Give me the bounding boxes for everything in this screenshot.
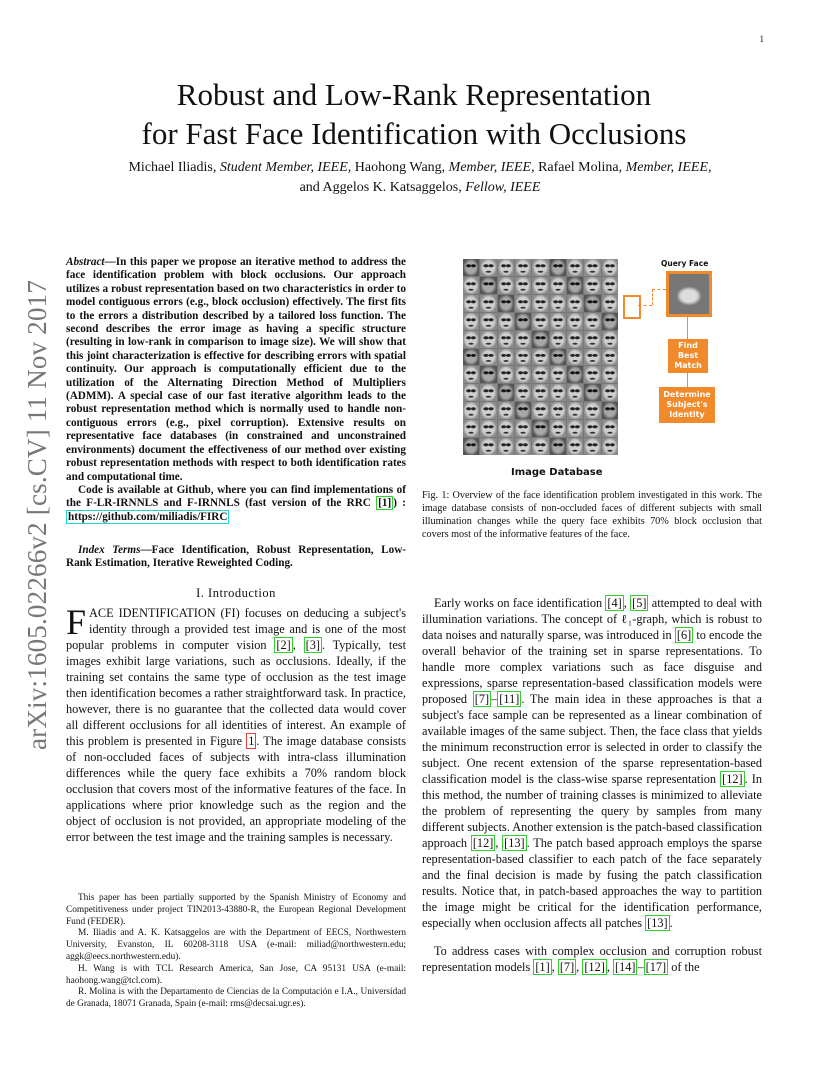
- database-face-thumbnail: [532, 277, 548, 294]
- author-4-role: Fellow, IEEE: [465, 180, 541, 195]
- database-face-thumbnail: [463, 295, 479, 312]
- database-face-thumbnail: [480, 384, 496, 401]
- arxiv-stamp: arXiv:1605.02266v2 [cs.CV] 11 Nov 2017: [22, 279, 52, 750]
- database-face-thumbnail: [550, 331, 566, 348]
- database-face-thumbnail: [463, 349, 479, 366]
- database-face-thumbnail: [515, 331, 531, 348]
- database-face-thumbnail: [567, 295, 583, 312]
- database-face-thumbnail: [480, 295, 496, 312]
- author-4: and Aggelos K. Katsaggelos,: [299, 180, 462, 195]
- query-face-label: Query Face: [661, 259, 709, 268]
- database-face-thumbnail: [498, 349, 514, 366]
- database-face-thumbnail: [498, 438, 514, 455]
- abstract: [66, 256, 406, 524]
- rb-text: ,: [606, 960, 613, 974]
- database-face-thumbnail: [498, 295, 514, 312]
- rb-text: ,: [495, 836, 503, 850]
- rb-text: –: [637, 960, 644, 974]
- database-face-thumbnail: [515, 349, 531, 366]
- cite-11[interactable]: [11]: [499, 692, 520, 706]
- database-face-thumbnail: [532, 259, 548, 276]
- database-face-thumbnail: [515, 366, 531, 383]
- database-face-thumbnail: [498, 366, 514, 383]
- database-face-thumbnail: [602, 295, 618, 312]
- rb-text: . The main idea in these approaches is that a subject's face sample can be represented as a linear combination of available images of the same subject. Then, the face class that yields the minimum reconstruction error is selected in order to classify the subject. One recent extension of the sparse representation-based classification model is the class-wise sparse representation: [422, 692, 762, 786]
- title-line-2: for Fast Face Identification with Occlusions: [141, 116, 687, 151]
- database-face-thumbnail: [463, 438, 479, 455]
- database-face-thumbnail: [463, 277, 479, 294]
- database-face-thumbnail: [567, 420, 583, 437]
- right-column-body: [422, 595, 762, 975]
- index-terms: [66, 544, 406, 571]
- database-face-thumbnail: [550, 384, 566, 401]
- database-face-thumbnail: [532, 295, 548, 312]
- author-3: Rafael Molina,: [538, 160, 623, 175]
- database-face-thumbnail: [480, 349, 496, 366]
- database-face-thumbnail: [602, 384, 618, 401]
- title-line-1: Robust and Low-Rank Representation: [176, 77, 652, 112]
- section-heading: I. Introduction: [196, 586, 276, 600]
- database-face-thumbnail: [498, 331, 514, 348]
- database-face-thumbnail: [498, 313, 514, 330]
- database-face-thumbnail: [532, 402, 548, 419]
- database-face-thumbnail: [515, 384, 531, 401]
- intro-text-b: ,: [292, 638, 304, 652]
- database-face-thumbnail: [463, 384, 479, 401]
- database-face-thumbnail: [602, 313, 618, 330]
- cite-13[interactable]: [13]: [504, 836, 525, 850]
- rb-text: To address cases with complex occlusion and corruption robust representation models: [422, 944, 762, 974]
- database-face-thumbnail: [498, 277, 514, 294]
- dashed-connector-up: [652, 289, 653, 305]
- database-face-thumbnail: [567, 313, 583, 330]
- database-face-thumbnail: [567, 402, 583, 419]
- database-face-thumbnail: [584, 277, 600, 294]
- database-face-thumbnail: [480, 277, 496, 294]
- database-face-thumbnail: [463, 366, 479, 383]
- figure-ref-link[interactable]: 1: [248, 734, 255, 748]
- footnote-funding: This paper has been partially supported by the Spanish Ministry of Economy and Competitiveness under project TIN2013-43880-R, the European Regional Development Fund (FEDER).: [66, 893, 406, 927]
- database-face-thumbnail: [532, 420, 548, 437]
- rb-text: ,: [623, 596, 631, 610]
- database-face-thumbnail: [480, 420, 496, 437]
- image-database-label: Image Database: [511, 467, 603, 478]
- cite-12[interactable]: [12]: [472, 836, 494, 850]
- database-face-thumbnail: [463, 259, 479, 276]
- author-1-role: Student Member, IEEE,: [219, 160, 352, 175]
- author-2-role: Member, IEEE,: [448, 160, 535, 175]
- index-terms-text: —Face Identification, Robust Representation, Low-Rank Estimation, Iterative Reweighted Coding.: [66, 544, 406, 570]
- github-link[interactable]: https://github.com/miliadis/FIRC: [68, 510, 228, 523]
- database-face-thumbnail: [567, 331, 583, 348]
- database-face-thumbnail: [602, 366, 618, 383]
- image-database-grid: [463, 259, 618, 455]
- cite-17[interactable]: [17]: [645, 960, 667, 974]
- database-face-thumbnail: [584, 402, 600, 419]
- cite-3[interactable]: [3]: [305, 638, 320, 652]
- database-face-thumbnail: [515, 402, 531, 419]
- database-face-thumbnail: [532, 349, 548, 366]
- database-face-thumbnail: [602, 420, 618, 437]
- database-face-thumbnail: [532, 438, 548, 455]
- database-face-thumbnail: [602, 438, 618, 455]
- footnote-molina: R. Molina is with the Departamento de Ciencias de la Computación e I.A., Universidad de Granada, 18071 Granada, Spain (e-mail: rms@decsai.ugr.es).: [66, 987, 406, 1010]
- database-face-thumbnail: [584, 313, 600, 330]
- intro-text-a: ACE IDENTIFICATION (FI) focuses on deducing a subject's identity through a provided test image and is one of the most popular problems in computer vision: [66, 606, 406, 652]
- intro-text-c: . Typically, test images exhibit large variations, such as occlusions. Ideally, if the training set contains the same type of occlusion as the test image then identification becomes a rather straightforward task. In practice, however, there is no guarantee that the collected data would cover all different occlusions for all identities of interest. An example of this problem is presented in Figure: [66, 638, 406, 748]
- database-face-thumbnail: [567, 259, 583, 276]
- database-face-thumbnail: [515, 313, 531, 330]
- database-face-thumbnail: [602, 349, 618, 366]
- intro-paragraph: [66, 602, 406, 845]
- database-face-thumbnail: [550, 438, 566, 455]
- database-face-thumbnail: [550, 366, 566, 383]
- database-face-thumbnail: [602, 259, 618, 276]
- right-paragraph-2: [422, 943, 762, 975]
- database-face-thumbnail: [498, 402, 514, 419]
- cite-12[interactable]: [12]: [584, 960, 605, 974]
- footnotes: [66, 893, 406, 1011]
- database-face-thumbnail: [584, 420, 600, 437]
- database-face-thumbnail: [567, 438, 583, 455]
- database-face-thumbnail: [584, 384, 600, 401]
- database-face-thumbnail: [498, 259, 514, 276]
- rb-text: . The patch based approach employs the sparse representation-based classifier to each patch of the face separately and the final decision is made by fusing the patch classification results. Notice that, in patch-based approaches the way to partition the image might be critical for the identification performance, especially when occlusion affects all patches: [422, 836, 762, 930]
- database-face-thumbnail: [584, 331, 600, 348]
- rb-text: to encode the overall behavior of the training set in sparse representations. To handle more complex variations such as face disguise and expressions, sparse representation-based classification models were proposed: [422, 628, 762, 706]
- rb-text: attempted to deal with illumination variations. The concept of ℓ₁-graph, which is robust to data noises and naturally sparse, was introduced in: [422, 596, 762, 642]
- cite-1[interactable]: [1]: [378, 497, 392, 510]
- arrow-to-find: [687, 317, 688, 339]
- cite-2[interactable]: [2]: [276, 638, 291, 652]
- database-face-thumbnail: [532, 331, 548, 348]
- database-face-thumbnail: [567, 349, 583, 366]
- database-face-thumbnail: [480, 438, 496, 455]
- author-3-role: Member, IEEE,: [625, 160, 712, 175]
- intro-text-d: . The image database consists of non-occluded faces of subjects with intra-class illumination differences while the query face exhibits a 70% random block occlusion that covers most of the informative features of the face. In applications where prior knowledge such as the region and the object of occlusion is not provided, an appropriate modeling of the error between the test image and the training samples is necessary.: [66, 734, 406, 844]
- cite-7[interactable]: [7]: [559, 960, 575, 974]
- arrow-to-determine: [687, 373, 688, 387]
- database-face-thumbnail: [532, 313, 548, 330]
- database-face-thumbnail: [550, 295, 566, 312]
- database-face-thumbnail: [498, 420, 514, 437]
- index-terms-label: Index Terms: [78, 544, 141, 556]
- database-face-thumbnail: [584, 366, 600, 383]
- database-face-thumbnail: [515, 259, 531, 276]
- figure-caption: Fig. 1: Overview of the face identification problem investigated in this work. The image database consists of non-occluded faces of different subjects with small illumination changes while the query face exhibits 70% block occlusion that covers most of the informative features of the face.: [422, 490, 762, 540]
- database-face-thumbnail: [550, 402, 566, 419]
- determine-identity-box: Determine Subject's Identity: [659, 387, 715, 423]
- paper-title: [0, 75, 828, 153]
- code-availability: [66, 484, 406, 524]
- dashed-connector: [638, 305, 652, 306]
- database-face-thumbnail: [515, 438, 531, 455]
- database-face-thumbnail: [463, 313, 479, 330]
- cite-7[interactable]: [7]: [474, 692, 490, 706]
- rb-text: Early works on face identification: [434, 596, 606, 610]
- database-face-thumbnail: [602, 402, 618, 419]
- database-face-thumbnail: [498, 384, 514, 401]
- author-list: [70, 158, 770, 198]
- query-face-image: [666, 271, 712, 317]
- database-face-thumbnail: [463, 331, 479, 348]
- abstract-label: Abstract: [66, 256, 105, 268]
- abstract-text: —In this paper we propose an iterative method to address the face identification problem with block occlusions. Our approach utilizes a robust representation based on two characteristics in order to model contiguous errors (e.g., block occlusion) effectively. The first fits to the errors a distribution described by a tailored loss function. The second describes the error image as having a specific structure (resulting in low-rank in comparison to image size). We will show that this joint characterization is effective for describing errors with spatial continuity. Our approach is computationally efficient due to the utilization of the Alternating Direction Method of Multipliers (ADMM). A special case of our fast iterative algorithm leads to the robust representation method which is normally used to handle non-contiguous errors (e.g., pixel corruption). Extensive results on representative face databases (in constrained and unconstrained environments) document the effectiveness of our method over existing robust representation methods with respect to both identification rates and computational time.: [66, 256, 406, 483]
- database-face-thumbnail: [515, 420, 531, 437]
- author-2: Haohong Wang,: [354, 160, 446, 175]
- cite-5[interactable]: [5]: [632, 596, 647, 610]
- figure-1: [463, 255, 763, 485]
- cite-1[interactable]: [1]: [535, 960, 550, 974]
- database-face-thumbnail: [567, 277, 583, 294]
- footnote-iliadis: M. Iliadis and A. K. Katsaggelos are with the Department of EECS, Northwestern University, Evanston, IL 60208-3118 USA (e-mail: miliad@northwestern.edu; aggk@eecs.northwestern.edu).: [66, 928, 406, 962]
- database-face-thumbnail: [602, 331, 618, 348]
- database-face-thumbnail: [584, 349, 600, 366]
- rb-text: of the: [668, 960, 700, 974]
- cite-4[interactable]: [4]: [607, 596, 622, 610]
- rb-text: ,: [551, 960, 558, 974]
- code-text: Code is available at Github, where you can find implementations of the F-LR-IRNNLS and F-IRNNLS (fast version of the RRC: [66, 483, 406, 510]
- database-face-thumbnail: [550, 277, 566, 294]
- database-face-thumbnail: [480, 313, 496, 330]
- author-1: Michael Iliadis,: [128, 160, 217, 175]
- database-face-thumbnail: [532, 366, 548, 383]
- database-face-thumbnail: [550, 313, 566, 330]
- database-face-thumbnail: [532, 384, 548, 401]
- right-paragraph-1: [422, 595, 762, 931]
- find-best-match-box: Find Best Match: [668, 339, 708, 373]
- rb-text: . In this method, the number of training classes is minimized to alleviate the problem of representing the query by samples from many different subjects. Another extension is the patch-based classification approach: [422, 772, 762, 850]
- database-face-thumbnail: [515, 277, 531, 294]
- database-face-thumbnail: [567, 384, 583, 401]
- database-face-thumbnail: [567, 366, 583, 383]
- database-face-thumbnail: [515, 295, 531, 312]
- database-face-thumbnail: [480, 402, 496, 419]
- database-face-thumbnail: [480, 366, 496, 383]
- database-face-thumbnail: [463, 402, 479, 419]
- rb-text: .: [669, 916, 673, 930]
- page-number: 1: [759, 34, 764, 44]
- cite-12[interactable]: [12]: [722, 772, 743, 786]
- database-face-thumbnail: [550, 259, 566, 276]
- database-face-thumbnail: [480, 259, 496, 276]
- footnote-wang: H. Wang is with TCL Research America, San Jose, CA 95131 USA (e-mail: haohong.wang@tcl.com).: [66, 963, 406, 986]
- database-face-thumbnail: [550, 420, 566, 437]
- database-face-thumbnail: [480, 331, 496, 348]
- cite-14[interactable]: [14]: [614, 960, 636, 974]
- best-match-highlight: [623, 295, 641, 319]
- database-face-thumbnail: [584, 259, 600, 276]
- database-face-thumbnail: [463, 420, 479, 437]
- database-face-thumbnail: [584, 438, 600, 455]
- rb-text: ,: [576, 960, 583, 974]
- rb-text: –: [491, 692, 498, 706]
- database-face-thumbnail: [602, 277, 618, 294]
- database-face-thumbnail: [584, 295, 600, 312]
- database-face-thumbnail: [550, 349, 566, 366]
- cite-6[interactable]: [6]: [676, 628, 692, 642]
- code-mid: ) :: [393, 497, 406, 510]
- cite-13[interactable]: [13]: [647, 916, 668, 930]
- dashed-connector-top: [652, 289, 666, 290]
- dropcap: F: [66, 602, 87, 642]
